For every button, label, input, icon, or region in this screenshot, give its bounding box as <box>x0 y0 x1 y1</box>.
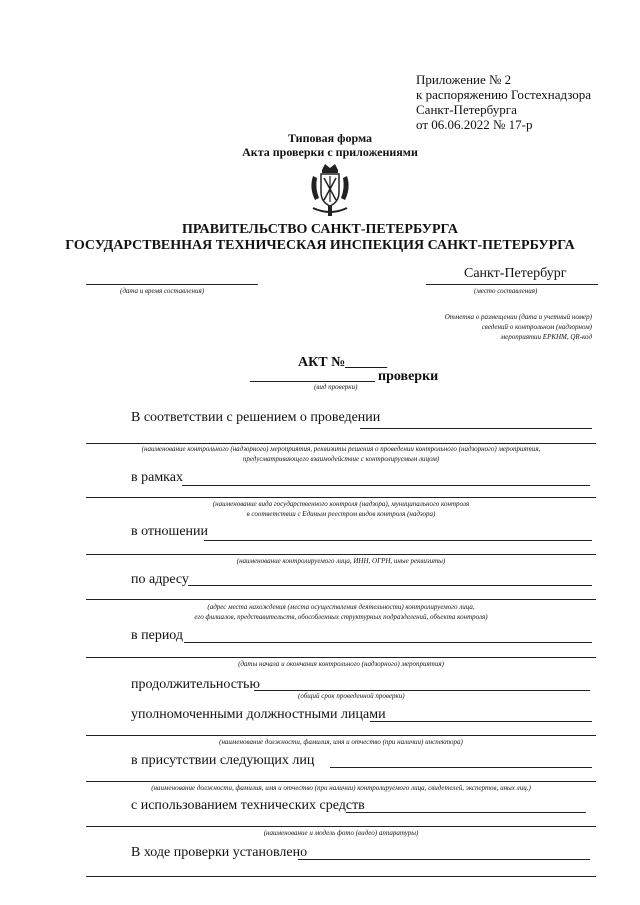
appendix-line-3: Санкт-Петербурга <box>416 102 517 117</box>
scope-label: в рамках <box>131 470 183 485</box>
tech-line-2 <box>86 826 596 827</box>
period-line-2 <box>86 657 596 658</box>
duration-caption: (общий срок проведенной проверки) <box>298 692 405 700</box>
registry-note-line-2: сведений о контрольном (надзорном) <box>481 323 592 331</box>
address-line-1 <box>188 585 592 586</box>
found-label: В ходе проверки установлено <box>131 845 308 860</box>
decision-label: В соответствии с решением о проведении <box>131 410 381 425</box>
decision-line-2 <box>86 443 596 444</box>
coat-of-arms-icon <box>305 160 355 218</box>
address-line-2 <box>86 599 596 600</box>
date-caption: (дата и время составления) <box>120 287 205 295</box>
scope-line-1 <box>182 485 590 486</box>
decision-caption-2: предусматривающего взаимодействие с контролируемым лицом) <box>242 455 440 463</box>
found-line-1 <box>298 859 590 860</box>
duration-line <box>254 690 590 691</box>
period-label: в период <box>131 628 184 643</box>
place-value: Санкт-Петербург <box>464 266 567 281</box>
period-caption: (даты начала и окончания контрольного (надзорного) мероприятия) <box>238 660 444 668</box>
officials-label: уполномоченными должностными лицами <box>131 707 386 722</box>
officials-caption: (наименование должности, фамилия, имя и отчество (при наличии) инспектора) <box>219 738 463 746</box>
subject-line-1 <box>204 540 592 541</box>
scope-caption-2: в соответствии с Единым реестром видов контроля (надзора) <box>246 510 436 518</box>
subject-caption: (наименование контролируемого лица, ИНН, ОГРН, иные реквизиты) <box>236 557 446 565</box>
scope-line-2 <box>86 497 596 498</box>
scope-caption-1: (наименование вида государственного контроля (надзора), муниципального контроля <box>212 500 470 508</box>
date-line <box>86 284 258 285</box>
presence-label: в присутствии следующих лиц <box>131 753 315 768</box>
form-title-line-1: Типовая форма <box>287 131 373 145</box>
tech-label: с использованием технических средств <box>131 798 365 813</box>
registry-note-line-3: мероприятии ЕРКНМ, QR-код <box>500 333 592 341</box>
decision-caption-1: (наименование контрольного (надзорного) мероприятия, реквизиты решения о проведении контрольного (надзорного) мероприятия, <box>141 445 541 453</box>
org-line-2: ГОСУДАРСТВЕННАЯ ТЕХНИЧЕСКАЯ ИНСПЕКЦИЯ САНКТ-ПЕТЕРБУРГА <box>65 238 575 253</box>
tech-caption: (наименование и модель фото (видео) аппаратуры) <box>263 829 419 837</box>
appendix-line-1: Приложение № 2 <box>416 72 512 87</box>
check-word: проверки <box>378 369 439 384</box>
decision-line-1 <box>360 428 592 429</box>
presence-line-1 <box>330 767 592 768</box>
officials-line-2 <box>86 735 596 736</box>
place-line <box>426 284 598 285</box>
address-caption-2: его филиалов, представительств, обособленных структурных подразделений, объекта контроля) <box>194 613 488 621</box>
period-line-1 <box>184 642 592 643</box>
form-title-line-2: Акта проверки с приложениями <box>242 145 418 159</box>
tech-line-1 <box>346 812 586 813</box>
appendix-line-4: от 06.06.2022 № 17-р <box>416 117 533 132</box>
address-label: по адресу <box>131 572 189 587</box>
registry-note-line-1: Отметка о размещении (дата и учетный номер) <box>444 313 592 321</box>
subject-label: в отношении <box>131 524 209 539</box>
check-type-line <box>250 381 375 382</box>
org-line-1: ПРАВИТЕЛЬСТВО САНКТ-ПЕТЕРБУРГА <box>181 222 459 237</box>
address-caption-1: (адрес места нахождения (места осуществления деятельности) контролируемого лица, <box>207 603 475 611</box>
officials-line-1 <box>370 721 592 722</box>
act-title: АКТ №______ <box>298 355 388 370</box>
found-line-2 <box>86 876 596 877</box>
duration-label: продолжительностью <box>131 677 260 692</box>
presence-caption: (наименование должности, фамилия, имя и отчество (при наличии) контролируемого лица, свидетелей, экспертов, иных лиц.) <box>151 784 531 792</box>
check-type-caption: (вид проверки) <box>314 383 358 391</box>
place-caption: (место составления) <box>474 287 538 295</box>
appendix-line-2: к распоряжению Гостехнадзора <box>416 87 592 102</box>
presence-line-2 <box>86 781 596 782</box>
subject-line-2 <box>86 554 596 555</box>
